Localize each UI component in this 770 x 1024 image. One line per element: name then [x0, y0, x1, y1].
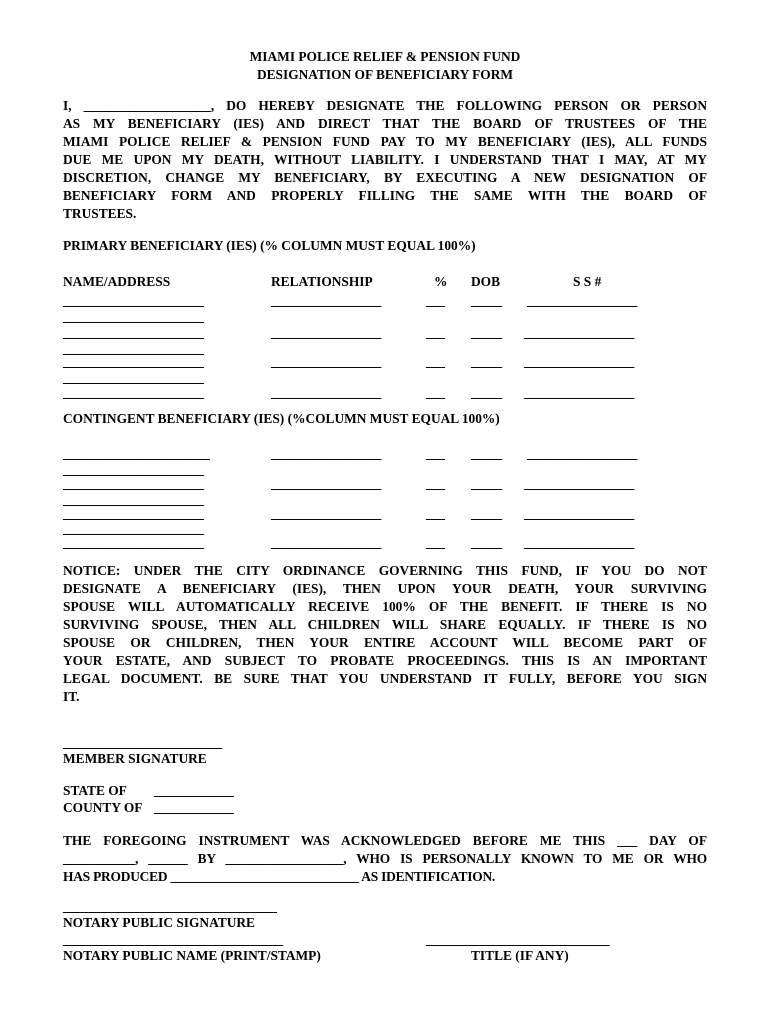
notary-name-field[interactable]: ____________________________________ — [63, 932, 283, 947]
notice-line: NOTICE: UNDER THE CITY ORDINANCE GOVERNING THIS FUND, IF YOU DO NOT — [63, 563, 707, 578]
county-label: COUNTY OF — [63, 800, 143, 815]
contingent-ssn-field[interactable]: __________________ — [524, 476, 634, 491]
contingent-percent-field[interactable]: ___ — [426, 535, 445, 550]
primary-address-field[interactable]: _______________________ — [63, 370, 204, 385]
contingent-relationship-field[interactable]: __________________ — [271, 446, 381, 461]
notary-signature-label: NOTARY PUBLIC SIGNATURE — [63, 915, 255, 930]
primary-ssn-field[interactable]: __________________ — [524, 385, 634, 400]
column-header-percent: % — [434, 274, 448, 289]
notice-line: SURVIVING SPOUSE, THEN ALL CHILDREN WILL SHARE EQUALLY. IF THERE IS NO — [63, 617, 707, 632]
contingent-name-field[interactable]: _______________________ — [63, 476, 204, 491]
primary-percent-field[interactable]: ___ — [426, 354, 445, 369]
county-field[interactable]: _____________ — [154, 800, 234, 815]
notary-name-label: NOTARY PUBLIC NAME (PRINT/STAMP) — [63, 948, 321, 963]
contingent-name-field[interactable]: ________________________ — [63, 446, 210, 461]
designation-paragraph — [63, 97, 707, 223]
notary-title-label: TITLE (IF ANY) — [471, 948, 569, 963]
contingent-name-field[interactable]: _______________________ — [63, 535, 204, 550]
notice-line: IT. — [63, 689, 80, 704]
contingent-address-field[interactable]: _______________________ — [63, 462, 204, 477]
paragraph-line: MIAMI POLICE RELIEF & PENSION FUND PAY TO MY BENEFICIARY (IES), ALL FUNDS — [63, 134, 707, 149]
primary-relationship-field[interactable]: __________________ — [271, 385, 381, 400]
contingent-percent-field[interactable]: ___ — [426, 506, 445, 521]
form-title-line1: MIAMI POLICE RELIEF & PENSION FUND — [249, 49, 521, 64]
column-header-dob: DOB — [471, 274, 501, 289]
notice-line: DESIGNATE A BENEFICIARY (IES), THEN UPON YOUR DEATH, YOUR SURVIVING — [63, 581, 707, 596]
primary-name-field[interactable]: _______________________ — [63, 325, 204, 340]
primary-name-field[interactable]: _______________________ — [63, 293, 204, 308]
primary-beneficiary-heading: PRIMARY BENEFICIARY (IES) (% COLUMN MUST EQUAL 100%) — [63, 238, 476, 253]
primary-name-field[interactable]: _______________________ — [63, 385, 204, 400]
notice-line: LEGAL DOCUMENT. BE SURE THAT YOU UNDERSTAND IT FULLY, BEFORE YOU SIGN — [63, 671, 707, 686]
state-field[interactable]: _____________ — [154, 783, 234, 798]
paragraph-line: TRUSTEES. — [63, 206, 137, 221]
primary-dob-field[interactable]: _____ — [471, 293, 502, 308]
contingent-ssn-field[interactable]: __________________ — [524, 535, 634, 550]
primary-ssn-field[interactable]: __________________ — [527, 293, 637, 308]
contingent-dob-field[interactable]: _____ — [471, 476, 502, 491]
primary-relationship-field[interactable]: __________________ — [271, 325, 381, 340]
notary-signature-field[interactable]: ___________________________________ — [63, 899, 277, 914]
contingent-percent-field[interactable]: ___ — [426, 476, 445, 491]
contingent-name-field[interactable]: _______________________ — [63, 506, 204, 521]
primary-ssn-field[interactable]: __________________ — [524, 325, 634, 340]
contingent-address-field[interactable]: _______________________ — [63, 492, 204, 507]
primary-ssn-field[interactable]: __________________ — [524, 354, 634, 369]
contingent-dob-field[interactable]: _____ — [471, 446, 502, 461]
contingent-ssn-field[interactable]: __________________ — [524, 506, 634, 521]
primary-address-field[interactable]: _______________________ — [63, 309, 204, 324]
primary-relationship-field[interactable]: __________________ — [271, 354, 381, 369]
acknowledgment-line: HAS PRODUCED _____________________________ AS IDENTIFICATION. — [63, 869, 496, 884]
acknowledgment-paragraph — [63, 832, 707, 886]
acknowledgment-line: THE FOREGOING INSTRUMENT WAS ACKNOWLEDGED BEFORE ME THIS ___ DAY OF — [63, 833, 707, 848]
member-signature-field[interactable]: __________________________ — [63, 735, 222, 750]
contingent-relationship-field[interactable]: __________________ — [271, 476, 381, 491]
contingent-beneficiary-heading: CONTINGENT BENEFICIARY (IES) (%COLUMN MUST EQUAL 100%) — [63, 411, 500, 426]
column-header-relationship: RELATIONSHIP — [271, 274, 373, 289]
contingent-ssn-field[interactable]: __________________ — [527, 446, 637, 461]
contingent-relationship-field[interactable]: __________________ — [271, 506, 381, 521]
column-header-name: NAME/ADDRESS — [63, 274, 171, 289]
member-signature-label: MEMBER SIGNATURE — [63, 751, 207, 766]
column-header-ssn: S S # — [573, 274, 602, 289]
primary-relationship-field[interactable]: __________________ — [271, 293, 381, 308]
notice-line: YOUR ESTATE, AND SUBJECT TO PROBATE PROCEEDINGS. THIS IS AN IMPORTANT — [63, 653, 707, 668]
notice-line: SPOUSE WILL AUTOMATICALLY RECEIVE 100% OF THE BENEFIT. IF THERE IS NO — [63, 599, 707, 614]
primary-dob-field[interactable]: _____ — [471, 325, 502, 340]
paragraph-line: I, ___________________, DO HEREBY DESIGNATE THE FOLLOWING PERSON OR PERSON — [63, 98, 707, 113]
form-title-line2: DESIGNATION OF BENEFICIARY FORM — [256, 67, 514, 82]
contingent-dob-field[interactable]: _____ — [471, 506, 502, 521]
primary-percent-field[interactable]: ___ — [426, 293, 445, 308]
notary-title-field[interactable]: ______________________________ — [426, 932, 609, 947]
contingent-relationship-field[interactable]: __________________ — [271, 535, 381, 550]
notice-line: SPOUSE OR CHILDREN, THEN YOUR ENTIRE ACCOUNT WILL BECOME PART OF — [63, 635, 707, 650]
state-label: STATE OF — [63, 783, 127, 798]
contingent-dob-field[interactable]: _____ — [471, 535, 502, 550]
primary-percent-field[interactable]: ___ — [426, 325, 445, 340]
primary-address-field[interactable]: _______________________ — [63, 341, 204, 356]
primary-dob-field[interactable]: _____ — [471, 385, 502, 400]
primary-name-field[interactable]: _______________________ — [63, 354, 204, 369]
paragraph-line: DUE ME UPON MY DEATH, WITHOUT LIABILITY. I UNDERSTAND THAT I MAY, AT MY — [63, 152, 707, 167]
paragraph-line: BENEFICIARY FORM AND PROPERLY FILLING THE SAME WITH THE BOARD OF — [63, 188, 707, 203]
contingent-percent-field[interactable]: ___ — [426, 446, 445, 461]
primary-dob-field[interactable]: _____ — [471, 354, 502, 369]
notice-paragraph — [63, 562, 707, 706]
paragraph-line: DISCRETION, CHANGE MY BENEFICIARY, BY EXECUTING A NEW DESIGNATION OF — [63, 170, 707, 185]
acknowledgment-line: ___________, ______ BY __________________, WHO IS PERSONALLY KNOWN TO ME OR WHO — [63, 851, 707, 866]
primary-percent-field[interactable]: ___ — [426, 385, 445, 400]
contingent-address-field[interactable]: _______________________ — [63, 521, 204, 536]
paragraph-line: AS MY BENEFICIARY (IES) AND DIRECT THAT THE BOARD OF TRUSTEES OF THE — [63, 116, 707, 131]
